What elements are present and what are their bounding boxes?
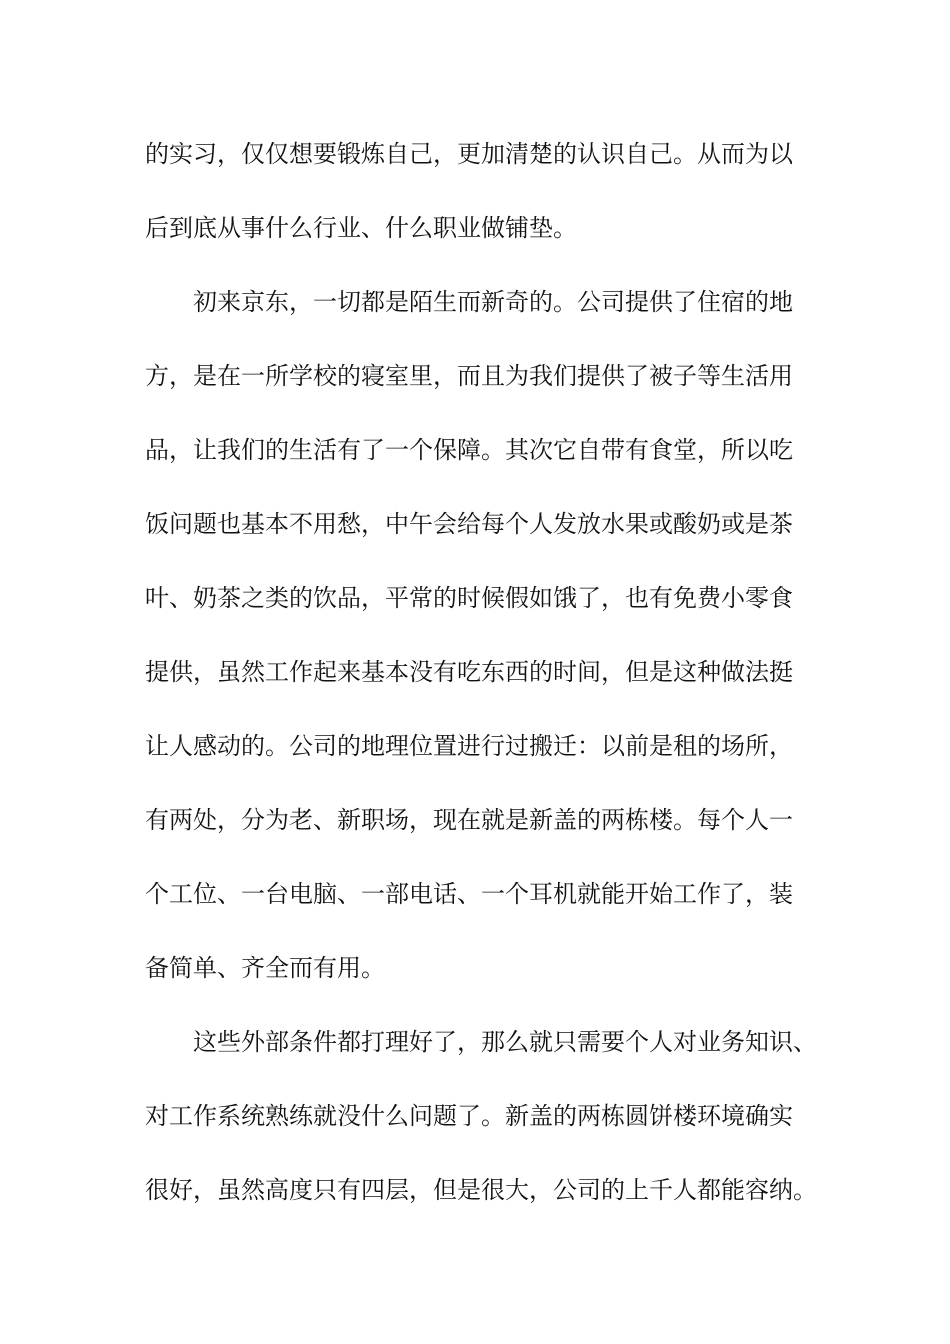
text-line: 后到底从事什么行业、什么职业做铺垫。 (145, 214, 577, 242)
text-line: 对工作系统熟练就没什么问题了。新盖的两栋圆饼楼环境确实 (145, 1102, 793, 1130)
text-line: 的实习，仅仅想要锻炼自己，更加清楚的认识自己。从而为以 (145, 140, 793, 168)
text-line: 提供，虽然工作起来基本没有吃东西的时间，但是这种做法挺 (145, 658, 793, 686)
text-line: 方，是在一所学校的寝室里，而且为我们提供了被子等生活用 (145, 362, 793, 390)
text-line: 很好，虽然高度只有四层，但是很大，公司的上千人都能容纳。 (145, 1176, 817, 1204)
paragraph-start-line: 这些外部条件都打理好了，那么就只需要个人对业务知识、 (193, 1028, 817, 1056)
text-line: 叶、奶茶之类的饮品，平常的时候假如饿了，也有免费小零食 (145, 584, 793, 612)
text-line: 个工位、一台电脑、一部电话、一个耳机就能开始工作了，装 (145, 880, 793, 908)
text-line: 备简单、齐全而有用。 (145, 954, 385, 982)
text-line: 饭问题也基本不用愁，中午会给每个人发放水果或酸奶或是茶 (145, 510, 793, 538)
text-line: 有两处，分为老、新职场，现在就是新盖的两栋楼。每个人一 (145, 806, 793, 834)
text-line: 让人感动的。公司的地理位置进行过搬迁：以前是租的场所， (145, 732, 793, 760)
text-line: 品，让我们的生活有了一个保障。其次它自带有食堂，所以吃 (145, 436, 793, 464)
paragraph-start-line: 初来京东，一切都是陌生而新奇的。公司提供了住宿的地 (193, 288, 793, 316)
document-body (145, 125, 825, 1235)
